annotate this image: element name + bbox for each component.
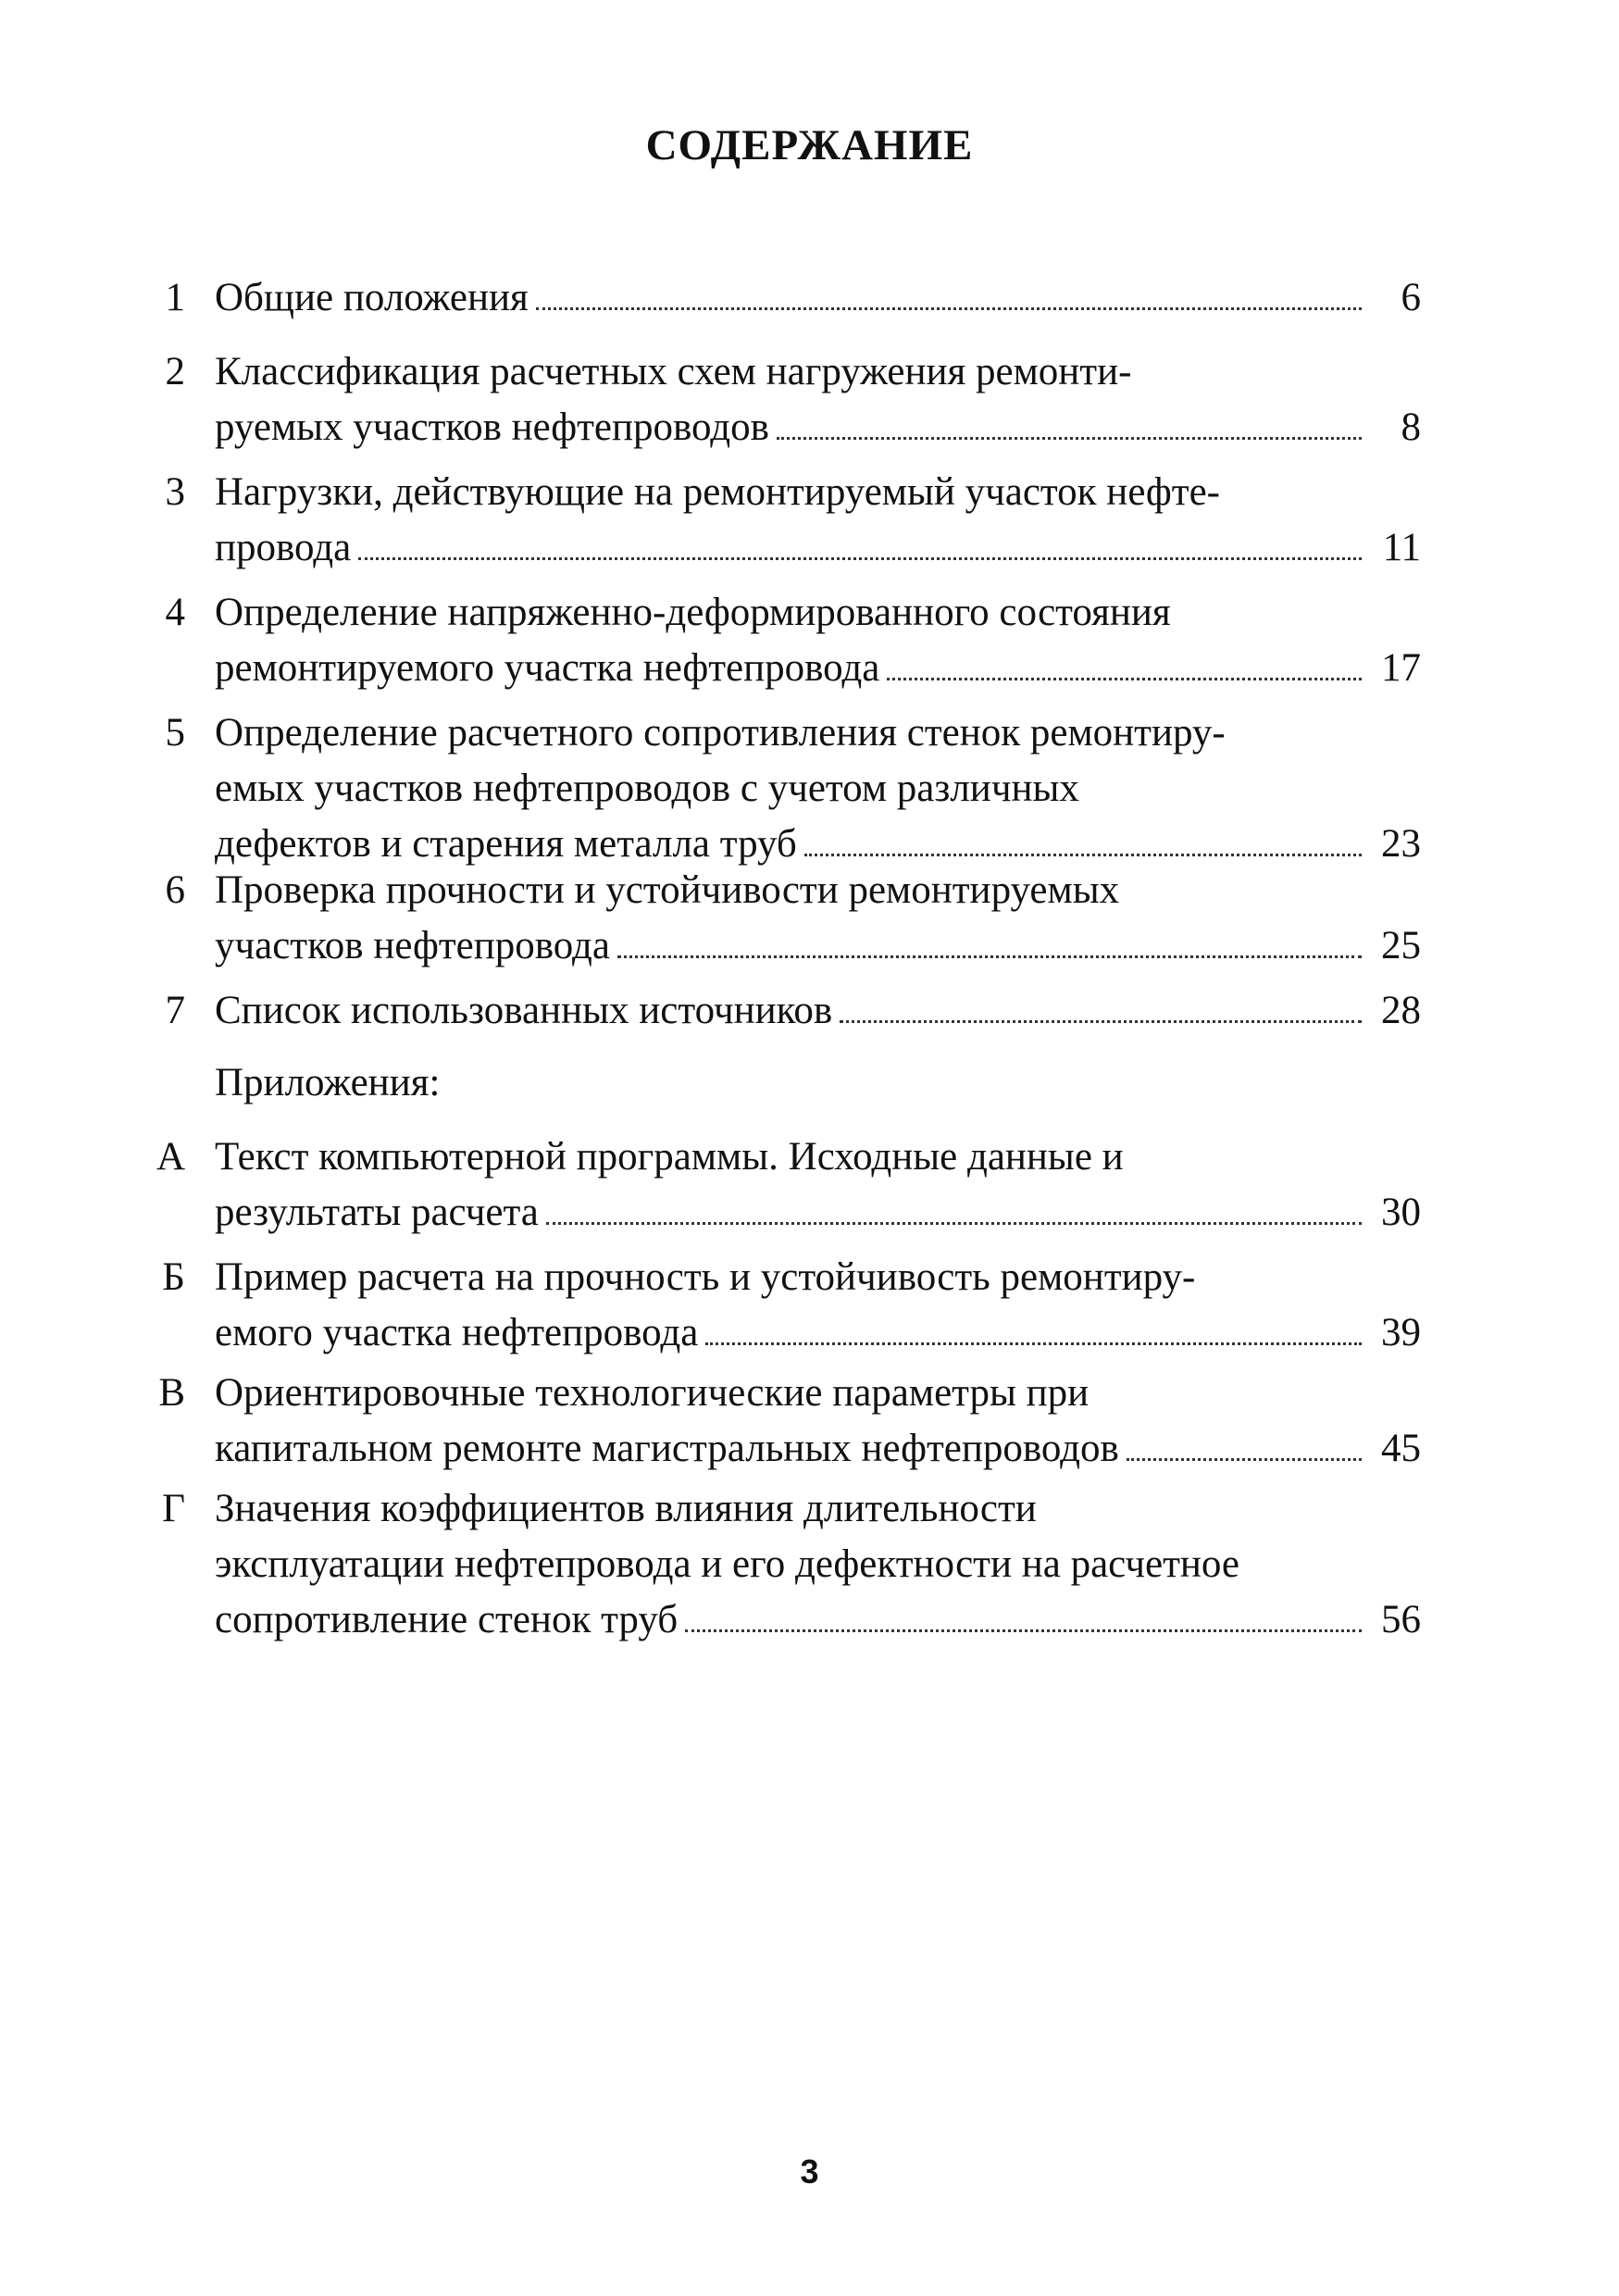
toc-entry-text: емых участков нефтепроводов с учетом различных <box>215 767 1079 810</box>
dot-leader <box>777 436 1362 440</box>
dot-leader <box>358 556 1362 560</box>
dot-leader <box>546 1221 1362 1225</box>
toc-entry-number: 5 <box>165 711 185 755</box>
toc-entry-text: Определение напряженно-деформированного состояния <box>215 591 1171 634</box>
toc-entry-page: 45 <box>1381 1427 1421 1470</box>
toc-entry-number: 4 <box>165 591 185 634</box>
toc-entry-number: 6 <box>165 868 185 912</box>
toc-entry-text: результаты расчета <box>215 1191 539 1234</box>
toc-entry-number: В <box>158 1371 185 1415</box>
toc-entry-page: 25 <box>1381 924 1421 967</box>
toc-entry-text: Определение расчетного сопротивления стенок ремонтиру- <box>215 711 1226 755</box>
toc-entry-text: провода <box>215 526 352 569</box>
page-number: 3 <box>800 2152 819 2190</box>
appendix-heading: Приложения: <box>215 1061 441 1104</box>
toc-entry-text: Проверка прочности и устойчивости ремонтируемых <box>215 868 1120 912</box>
toc-entry-text: Текст компьютерной программы. Исходные данные и <box>215 1135 1124 1179</box>
toc-entry-text: эксплуатации нефтепровода и его дефектности на расчетное <box>215 1542 1239 1586</box>
toc-entry-page: 56 <box>1381 1598 1421 1641</box>
dot-leader <box>685 1628 1362 1632</box>
dot-leader <box>804 853 1362 856</box>
toc-entry-number: Г <box>162 1487 185 1530</box>
toc-entry-text: емого участка нефтепровода <box>215 1311 699 1354</box>
toc-entry-page: 17 <box>1381 646 1421 690</box>
toc-entry-page: 39 <box>1381 1311 1421 1354</box>
page-title: СОДЕРЖАНИЕ <box>645 121 974 169</box>
toc-entry-number: 2 <box>165 350 185 393</box>
toc-entry-text: участков нефтепровода <box>215 924 610 967</box>
dot-leader <box>840 1019 1362 1023</box>
toc-entry-page: 6 <box>1401 276 1421 319</box>
toc-entry-text: Общие положения <box>215 276 529 319</box>
toc-entry-text: Нагрузки, действующие на ремонтируемый участок нефте- <box>215 470 1220 514</box>
toc-entry-text: руемых участков нефтепроводов <box>215 406 769 449</box>
toc-entry-number: Б <box>162 1255 185 1299</box>
toc-entry-page: 28 <box>1381 989 1421 1032</box>
toc-entry-number: 3 <box>165 470 185 514</box>
toc-entry-text: Классификация расчетных схем нагружения ремонти- <box>215 350 1132 393</box>
toc-entry-text: сопротивление стенок труб <box>215 1598 679 1641</box>
toc-entry-page: 23 <box>1381 822 1421 866</box>
toc-entry-page: 11 <box>1382 526 1421 569</box>
toc-entry-number: А <box>156 1135 185 1179</box>
toc-entry-number: 1 <box>165 276 185 319</box>
toc-entry-text: Значения коэффициентов влияния длительности <box>215 1487 1037 1530</box>
toc-entry-text: Ориентировочные технологические параметры при <box>215 1371 1090 1415</box>
toc-entry-text: ремонтируемого участка нефтепровода <box>215 646 880 690</box>
toc-entry-text: Список использованных источников <box>215 989 833 1032</box>
dot-leader <box>705 1341 1362 1345</box>
dot-leader <box>1127 1457 1362 1461</box>
toc-entry-page: 8 <box>1401 406 1421 449</box>
toc-entry-page: 30 <box>1381 1191 1421 1234</box>
toc-entry-text: капитальном ремонте магистральных нефтепроводов <box>215 1427 1119 1470</box>
toc-entry-text: Пример расчета на прочность и устойчивость ремонтиру- <box>215 1255 1196 1299</box>
toc-entry-number: 7 <box>165 989 185 1032</box>
toc-entry-text: дефектов и старения металла труб <box>215 822 797 866</box>
dot-leader <box>617 955 1362 958</box>
dot-leader <box>536 306 1362 310</box>
dot-leader <box>887 677 1362 680</box>
